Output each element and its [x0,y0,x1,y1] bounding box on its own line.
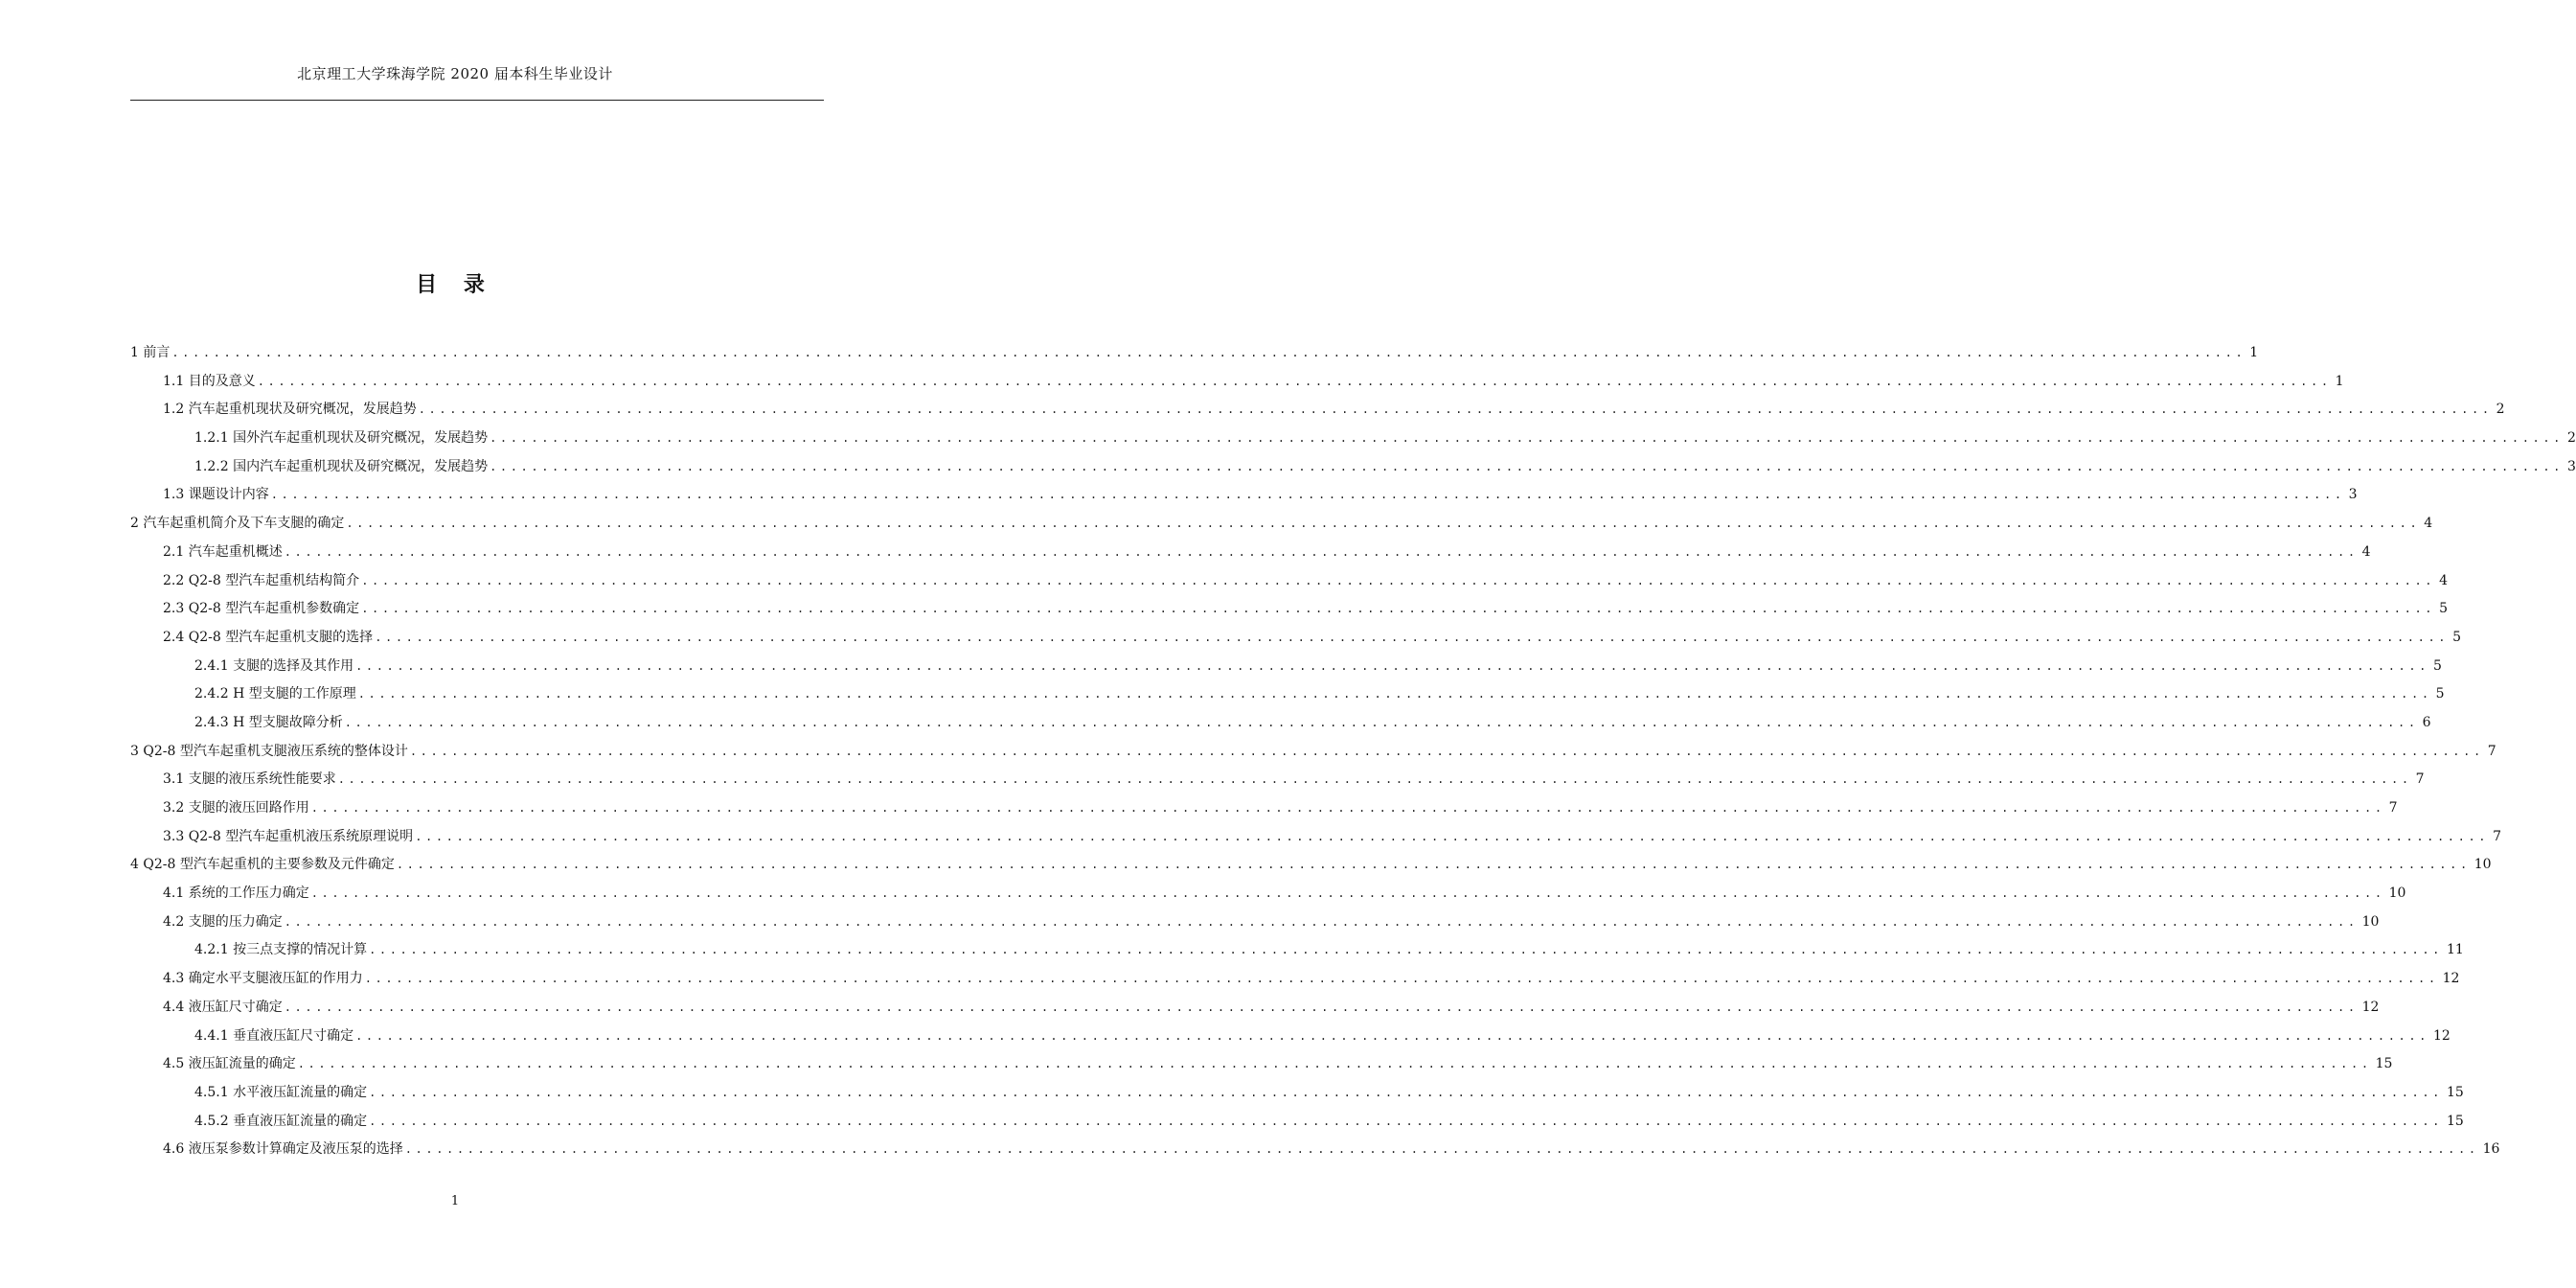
toc-dot-leader: ........................................................................................................................................................................................................ [396,858,2471,872]
toc-dot-leader: ........................................................................................................................................................................................................ [418,402,2493,417]
toc-dot-leader: ........................................................................................................................................................................................................ [357,687,2432,702]
toc-entry-text: 4.3 确定水平支腿液压缸的作用力 [163,971,363,987]
toc-title: 目 录 [416,273,494,297]
toc-entry-page: 5 [2433,657,2442,674]
toc-entry-page: 15 [2375,1056,2393,1072]
toc-dot-leader: ........................................................................................................................................................................................................ [375,630,2450,644]
toc-entry[interactable] [130,371,2344,400]
toc-entry[interactable] [130,854,2492,883]
toc-entry-text: 1.2.1 国外汽车起重机现状及研究概况，发展趋势 [194,430,489,447]
toc-entry[interactable] [130,883,2406,911]
toc-entry-text: 2.3 Q2-8 型汽车起重机参数确定 [163,601,360,617]
toc-entry-page: 7 [2388,800,2398,816]
toc-entry-text: 4.5.2 垂直液压缸流量的确定 [194,1113,368,1129]
toc-dot-leader: ........................................................................................................................................................................................................ [171,346,2246,359]
toc-entry-page: 10 [2473,857,2492,873]
toc-dot-leader: ........................................................................................................................................................................................................ [344,715,2419,729]
toc-dot-leader: ........................................................................................................................................................................................................ [369,1085,2443,1099]
toc-dot-leader: ........................................................................................................................................................................................................ [337,772,2412,787]
toc-entry[interactable] [130,456,2576,485]
toc-entry-page: 7 [2415,771,2425,788]
toc-entry-page: 1 [2249,345,2259,360]
toc-dot-leader: ........................................................................................................................................................................................................ [490,431,2564,446]
toc-entry[interactable] [130,1025,2451,1054]
toc-entry[interactable] [130,1111,2464,1139]
page-header: 北京理工大学珠海学院 2020 届本科生毕业设计 [297,65,613,82]
toc-entry[interactable] [130,570,2449,599]
toc-entry-text: 3.1 支腿的液压系统性能要求 [163,771,336,788]
toc-entry-page: 1 [2335,373,2344,389]
toc-entry-text: 4.4.1 垂直液压缸尺寸确定 [194,1027,354,1044]
toc-entry-text: 3.2 支腿的液压回路作用 [163,800,309,816]
toc-entry-text: 4.6 液压泵参数计算确定及液压泵的选择 [163,1141,403,1158]
toc-entry[interactable] [130,399,2505,427]
toc-entry-text: 2.4.1 支腿的选择及其作用 [194,657,354,674]
toc-entry[interactable] [130,741,2496,770]
toc-dot-leader: ........................................................................................................................................................................................................ [297,1057,2372,1071]
toc-dot-leader: ........................................................................................................................................................................................................ [369,943,2443,957]
toc-entry[interactable] [130,656,2442,684]
toc-entry[interactable] [130,598,2449,627]
toc-entry-page: 16 [2482,1141,2500,1158]
toc-dot-leader: ........................................................................................................................................................................................................ [369,1114,2443,1128]
toc-entry-text: 4.1 系统的工作压力确定 [163,886,309,902]
toc-entry-text: 2.4 Q2-8 型汽车起重机支腿的选择 [163,629,374,645]
toc-entry-page: 6 [2422,714,2431,730]
toc-entry-text: 2.4.3 H 型支腿故障分析 [194,714,343,730]
toc-dot-leader: ........................................................................................................................................................................................................ [346,517,2421,531]
toc-entry[interactable] [130,427,2576,456]
toc-dot-leader: ........................................................................................................................................................................................................ [361,573,2436,587]
toc-dot-leader: ........................................................................................................................................................................................................ [364,972,2439,986]
toc-entry-text: 3 Q2-8 型汽车起重机支腿液压系统的整体设计 [130,743,408,759]
toc-entry-page: 5 [2435,686,2445,702]
toc-entry-text: 2 汽车起重机简介及下车支腿的确定 [130,516,345,532]
toc-dot-leader: ........................................................................................................................................................................................................ [415,829,2490,843]
toc-entry[interactable] [130,1082,2464,1111]
toc-entry-page: 15 [2447,1084,2464,1100]
toc-entry[interactable] [130,342,2259,371]
toc-entry-page: 3 [2567,458,2576,474]
toc-dot-leader: ........................................................................................................................................................................................................ [284,1000,2359,1014]
toc-entry-page: 15 [2447,1113,2464,1129]
toc-entry[interactable] [130,826,2502,855]
toc-dot-leader: ........................................................................................................................................................................................................ [355,1028,2429,1043]
toc-dot-leader: ........................................................................................................................................................................................................ [409,744,2484,758]
toc-entry-text: 1.1 目的及意义 [163,373,256,389]
toc-entry[interactable] [130,1138,2500,1167]
toc-dot-leader: ........................................................................................................................................................................................................ [284,544,2359,559]
toc-entry-text: 4.4 液压缸尺寸确定 [163,999,283,1015]
toc-entry-page: 7 [2487,743,2496,759]
page-number: 1 [450,1194,460,1208]
toc-entry-page: 5 [2439,601,2449,617]
toc-entry[interactable] [130,769,2425,797]
toc-dot-leader: ........................................................................................................................................................................................................ [284,914,2359,929]
toc-entry-text: 2.1 汽车起重机概述 [163,543,283,560]
toc-dot-leader: ........................................................................................................................................................................................................ [404,1142,2479,1157]
toc-entry-text: 1.2 汽车起重机现状及研究概况，发展趋势 [163,402,417,418]
toc-dot-leader: ........................................................................................................................................................................................................ [310,801,2385,815]
toc-entry[interactable] [130,712,2431,741]
toc-entry-page: 7 [2493,828,2502,844]
toc-entry[interactable] [130,541,2371,570]
toc-entry-page: 2 [2496,402,2505,418]
toc-entry-page: 4 [2439,572,2449,588]
header-divider [130,100,824,101]
toc-entry-page: 3 [2348,487,2358,503]
toc-dot-leader: ........................................................................................................................................................................................................ [270,488,2345,502]
toc-entry-text: 4.5 液压缸流量的确定 [163,1056,296,1072]
toc-dot-leader: ........................................................................................................................................................................................................ [257,374,2332,388]
toc-dot-leader: ........................................................................................................................................................................................................ [361,602,2436,616]
toc-entry-text: 4.2 支腿的压力确定 [163,913,283,930]
toc-entry-page: 4 [2424,516,2433,532]
toc-entry-page: 2 [2567,430,2576,447]
toc-entry-text: 2.4.2 H 型支腿的工作原理 [194,686,356,702]
toc-entry-page: 4 [2361,543,2371,560]
toc-entry-page: 12 [2442,971,2460,987]
toc-entry[interactable] [130,939,2464,968]
toc-entry-text: 2.2 Q2-8 型汽车起重机结构简介 [163,572,360,588]
toc-entry[interactable] [130,484,2358,513]
toc-entry-text: 4.5.1 水平液压缸流量的确定 [194,1084,368,1100]
toc-entry-text: 1 前言 [130,345,171,360]
toc-entry-text: 4 Q2-8 型汽车起重机的主要参数及元件确定 [130,857,395,873]
toc-entry-text: 4.2.1 按三点支撑的情况计算 [194,942,368,958]
toc-entry-page: 10 [2388,886,2406,902]
toc-entry-text: 1.2.2 国内汽车起重机现状及研究概况，发展趋势 [194,458,489,474]
toc-entry[interactable] [130,997,2380,1025]
toc-entry-page: 10 [2361,913,2380,930]
table-of-contents [130,342,2576,1167]
toc-entry-page: 12 [2361,999,2380,1015]
toc-entry-text: 3.3 Q2-8 型汽车起重机液压系统原理说明 [163,828,414,844]
toc-entry[interactable] [130,911,2380,940]
toc-entry[interactable] [130,627,2462,656]
toc-entry[interactable] [130,797,2398,826]
toc-entry-page: 11 [2447,942,2464,958]
toc-entry[interactable] [130,968,2460,997]
toc-entry-page: 12 [2433,1027,2451,1044]
toc-entry[interactable] [130,683,2445,712]
toc-entry[interactable] [130,513,2433,541]
toc-dot-leader: ........................................................................................................................................................................................................ [490,459,2564,473]
toc-entry[interactable] [130,1053,2393,1082]
toc-dot-leader: ........................................................................................................................................................................................................ [355,658,2429,673]
toc-dot-leader: ........................................................................................................................................................................................................ [310,886,2385,901]
toc-entry-page: 5 [2452,629,2462,645]
toc-entry-text: 1.3 课题设计内容 [163,487,269,503]
